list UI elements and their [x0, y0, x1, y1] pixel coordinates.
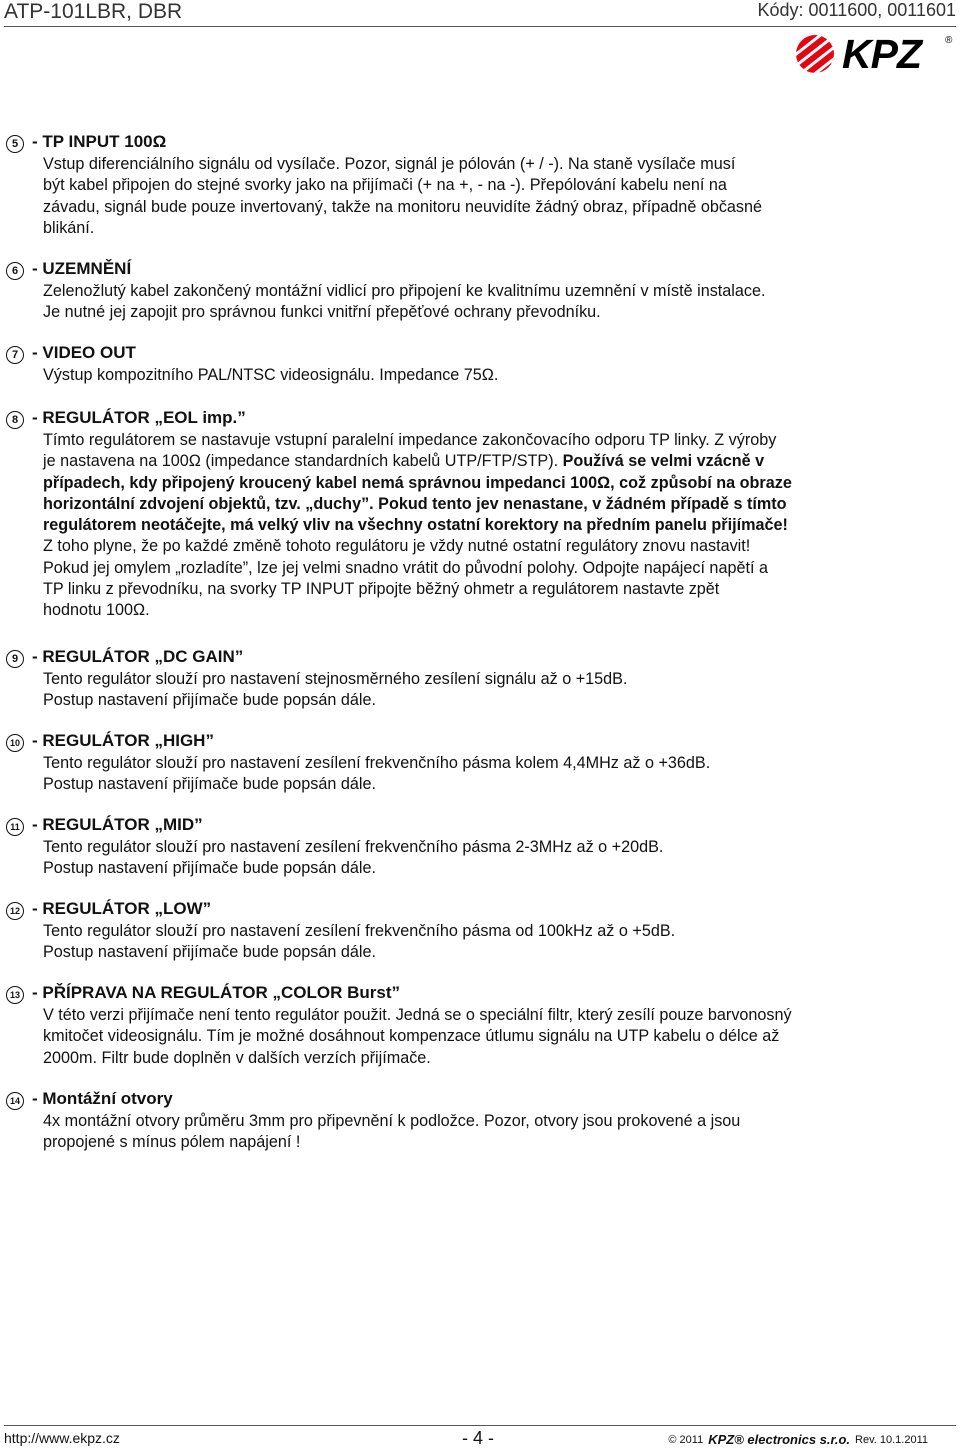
body-text: Z toho plyne, že po každé změně tohoto regulátoru je vždy nutné ostatní regulátory znovu nastavit!	[43, 537, 751, 556]
section-body	[43, 669, 940, 712]
page-number: - 4 -	[462, 1428, 495, 1448]
body-text: Tento regulátor slouží pro nastavení stejnosměrného zesílení signálu až o +15dB.	[43, 670, 628, 688]
section-5	[0, 132, 940, 239]
text-line	[43, 197, 940, 218]
section-body	[43, 281, 940, 324]
text-line	[43, 837, 940, 858]
text-line	[43, 1111, 940, 1132]
text-line	[43, 430, 940, 451]
text-line	[43, 669, 940, 690]
kpz-logo	[794, 33, 960, 75]
body-text: Postup nastavení přijímače bude popsán dále.	[43, 943, 376, 962]
text-line	[43, 451, 940, 472]
section-14	[0, 1089, 940, 1154]
section-9	[0, 647, 940, 712]
text-line	[43, 473, 940, 494]
footer-company-name: KPZ® electronics s.r.o.	[708, 1432, 851, 1447]
body-text: hodnotu 100Ω.	[43, 601, 150, 620]
bold-text: horizontální zdvojení objektů, tzv. „duchy”.	[43, 494, 379, 513]
section-10	[0, 731, 940, 796]
text-line	[43, 1048, 940, 1069]
section-title: - REGULÁTOR „MID”	[32, 815, 203, 834]
section-heading	[0, 132, 940, 154]
section-number-badge: 11	[6, 818, 24, 836]
section-number-badge: 14	[6, 1092, 24, 1110]
bold-text: regulátorem neotáčejte, má velký vliv na všechny ostatní korektory na předním panelu přijímače!	[43, 516, 788, 535]
text-line	[43, 858, 940, 879]
footer-copyright: © 2011	[668, 1433, 704, 1446]
section-title: - TP INPUT 100Ω	[32, 132, 167, 151]
section-heading	[0, 408, 940, 430]
kpz-logo-emblem-icon	[794, 33, 838, 75]
section-body	[43, 753, 940, 796]
body-text: Postup nastavení přijímače bude popsán dále.	[43, 691, 376, 710]
body-text: Vstup diferenciálního signálu od vysílače. Pozor, signál je pólován (+ / -). Na staně vysílače musí	[43, 155, 736, 173]
text-line	[43, 218, 940, 239]
section-heading	[0, 647, 940, 669]
text-line	[43, 154, 940, 175]
section-title: - UZEMNĚNÍ	[32, 259, 132, 278]
text-line	[43, 600, 940, 621]
section-number-badge: 7	[6, 346, 24, 364]
body-text: Tento regulátor slouží pro nastavení zesílení frekvenčního pásma 2-3MHz až o +20dB.	[43, 838, 664, 856]
text-line	[43, 365, 940, 386]
section-title: - VIDEO OUT	[32, 343, 136, 362]
footer-url: http://www.ekpz.cz	[4, 1430, 120, 1446]
bold-text: Pokud tento jev nenastane, v žádném případě s tímto	[378, 494, 787, 513]
section-8	[0, 408, 940, 622]
document-title: ATP-101LBR, DBR	[4, 0, 183, 23]
text-line	[43, 302, 940, 323]
section-number-badge: 13	[6, 986, 24, 1004]
section-6	[0, 259, 940, 324]
section-title: - Montážní otvory	[32, 1089, 173, 1108]
section-heading	[0, 731, 940, 753]
text-line	[43, 1005, 940, 1026]
kpz-logo-text: KPZ	[842, 31, 921, 77]
footer-revision: Rev. 10.1.2011	[855, 1433, 928, 1446]
section-body	[43, 837, 940, 880]
text-line	[43, 921, 940, 942]
section-number-badge: 10	[6, 734, 24, 752]
body-text: je nastavena na 100Ω (impedance standardních kabelů UTP/FTP/STP).	[43, 452, 563, 471]
header-rule	[4, 26, 956, 27]
body-text: kmitočet videosignálu. Tím je možné dosáhnout kompenzace útlumu signálu na UTP kabelu o délce až	[43, 1027, 780, 1046]
body-text: TP linku z převodníku, na svorky TP INPUT připojte běžný ohmetr a regulátorem nastavte zpět	[43, 580, 720, 599]
kpz-logo-registered: ®	[945, 35, 953, 46]
section-body	[43, 154, 940, 239]
text-line	[43, 690, 940, 711]
body-text: Tento regulátor slouží pro nastavení zesílení frekvenčního pásma od 100kHz až o +5dB.	[43, 922, 676, 940]
section-11	[0, 815, 940, 880]
section-12	[0, 899, 940, 964]
body-text: 2000m. Filtr bude doplněn v dalších verzích přijímače.	[43, 1048, 431, 1067]
body-text: 4x montážní otvory průměru 3mm pro připevnění k podložce. Pozor, otvory jsou prokovené a jsou	[43, 1112, 741, 1130]
text-line	[43, 774, 940, 795]
body-text: být kabel připojen do stejné svorky jako na přijímači (+ na +, - na -). Přepólování kabelu není na	[43, 176, 727, 195]
section-heading	[0, 899, 940, 921]
section-heading	[0, 983, 940, 1005]
body-text: Pokud jej omylem „rozladíte”, lze jej velmi snadno vrátit do původní polohy. Odpojte napájecí napětí a	[43, 558, 768, 577]
section-number-badge: 8	[6, 411, 24, 429]
text-line	[43, 536, 940, 557]
section-heading	[0, 1089, 940, 1111]
section-7	[0, 343, 940, 386]
body-text: V této verzi přijímače není tento regulátor použit. Jedná se o speciální filtr, který zesílí pouze barvonosný	[43, 1006, 792, 1024]
section-body	[43, 430, 940, 622]
body-text: Je nutné jej zapojit pro správnou funkci vnitřní přepěťové ochrany převodníku.	[43, 303, 601, 322]
body-text: závadu, signál bude pouze invertovaný, takže na monitoru neuvidíte žádný obraz, případně občasné	[43, 197, 763, 216]
section-title: - PŘÍPRAVA NA REGULÁTOR „COLOR Burst”	[32, 983, 401, 1002]
section-number-badge: 5	[6, 135, 24, 153]
body-text: propojené s mínus pólem napájení !	[43, 1133, 301, 1152]
section-heading	[0, 815, 940, 837]
footer-rule	[4, 1425, 956, 1426]
text-line	[43, 494, 940, 515]
text-line	[43, 579, 940, 600]
product-codes: Kódy: 0011600, 0011601	[757, 0, 956, 20]
section-number-badge: 12	[6, 902, 24, 920]
body-text: Výstup kompozitního PAL/NTSC videosignálu. Impedance 75Ω.	[43, 366, 499, 384]
text-line	[43, 515, 940, 536]
section-body	[43, 1111, 940, 1154]
text-line	[43, 558, 940, 579]
section-13	[0, 983, 940, 1069]
footer-company	[668, 1432, 928, 1447]
body-text: blikání.	[43, 218, 95, 237]
section-body	[43, 365, 940, 386]
section-body	[43, 1005, 940, 1069]
section-heading	[0, 343, 940, 365]
text-line	[43, 281, 940, 302]
bold-text: případech, kdy připojený kroucený kabel nemá správnou impedanci 100Ω, což způsobí na obraze	[43, 473, 792, 492]
bold-text: Používá se velmi vzácně v	[562, 452, 765, 471]
body-text: Tento regulátor slouží pro nastavení zesílení frekvenčního pásma kolem 4,4MHz až o +36dB.	[43, 754, 711, 772]
section-title: - REGULÁTOR „LOW”	[32, 899, 212, 918]
section-title: - REGULÁTOR „DC GAIN”	[32, 647, 244, 666]
body-text: Postup nastavení přijímače bude popsán dále.	[43, 775, 376, 794]
section-title: - REGULÁTOR „EOL imp.”	[32, 408, 246, 427]
section-heading	[0, 259, 940, 281]
section-body	[43, 921, 940, 964]
section-number-badge: 9	[6, 650, 24, 668]
text-line	[43, 175, 940, 196]
body-text: Zelenožlutý kabel zakončený montážní vidlicí pro připojení ke kvalitnímu uzemnění v místě instalace.	[43, 282, 766, 300]
body-text: Tímto regulátorem se nastavuje vstupní paralelní impedance zakončovacího odporu TP linky. Z výroby	[43, 431, 777, 449]
text-line	[43, 942, 940, 963]
section-title: - REGULÁTOR „HIGH”	[32, 731, 214, 750]
text-line	[43, 1132, 940, 1153]
body-text: Postup nastavení přijímače bude popsán dále.	[43, 859, 376, 878]
text-line	[43, 753, 940, 774]
section-number-badge: 6	[6, 262, 24, 280]
text-line	[43, 1026, 940, 1047]
